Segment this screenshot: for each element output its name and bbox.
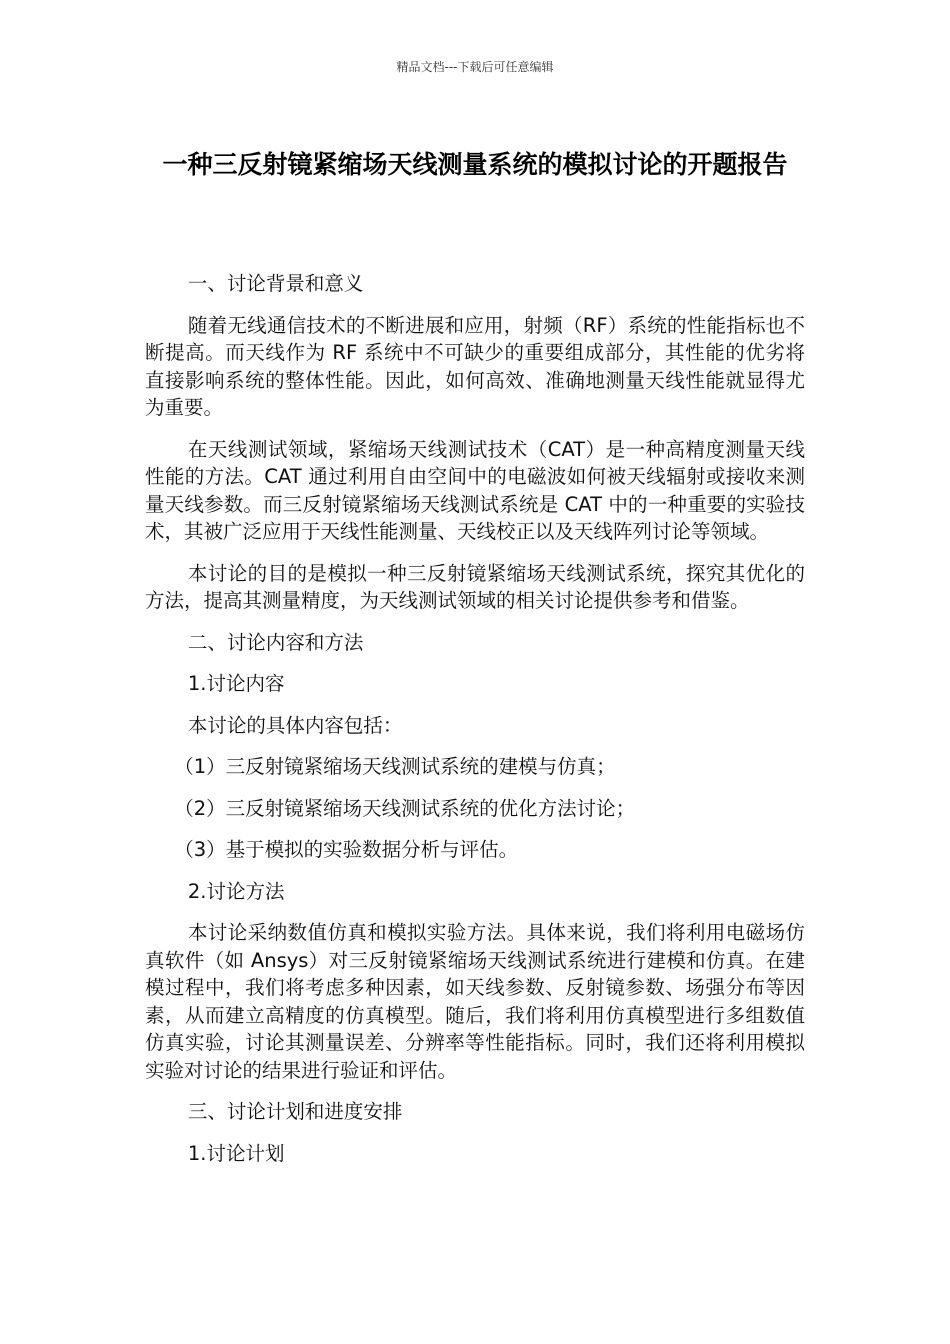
section-2-list-item-1: （1）三反射镜紧缩场天线测试系统的建模与仿真； bbox=[174, 755, 616, 778]
section-2-heading: 二、讨论内容和方法 bbox=[187, 630, 364, 654]
section-1-paragraph-2: 在天线测试领域，紧缩场天线测试技术（CAT）是一种高精度测量天线性能的方法。CAT 通过利用自由空间中的电磁波如何被天线辐射或接收来测量天线参数。而三反射镜紧缩场天线测试系统是 CAT 中的一种重要的实验技术，其被广泛应用于天线性能测量、天线校正以及天线阵列讨论等领域。 bbox=[145, 437, 805, 543]
section-2-subheading-method: 2.讨论方法 bbox=[187, 879, 285, 903]
section-3-subheading-plan: 1.讨论计划 bbox=[187, 1141, 285, 1165]
section-2-intro: 本讨论的具体内容包括： bbox=[187, 713, 403, 737]
section-2-paragraph-method: 本讨论采纳数值仿真和模拟实验方法。具体来说，我们将利用电磁场仿真软件（如 Ansys）对三反射镜紧缩场天线测试系统进行建模和仿真。在建模过程中，我们将考虑多种因素，如天线参数、反射镜参数、场强分布等因素，从而建立高精度的仿真模型。随后，我们将利用仿真模型进行多组数值仿真实验，讨论其测量误差、分辨率等性能指标。同时，我们还将利用模拟实验对讨论的结果进行验证和评估。 bbox=[145, 921, 805, 1082]
section-2-subheading-content: 1.讨论内容 bbox=[187, 672, 285, 695]
section-2-list-item-2: （2）三反射镜紧缩场天线测试系统的优化方法讨论； bbox=[174, 796, 636, 820]
section-2-list-item-3: （3）基于模拟的实验数据分析与评估。 bbox=[174, 838, 519, 861]
section-1-paragraph-1: 随着无线通信技术的不断进展和应用，射频（RF）系统的性能指标也不断提高。而天线作为 RF 系统中不可缺少的重要组成部分，其性能的优劣将直接影响系统的整体性能。因此，如何高效、准确地测量天线性能就显得尤为重要。 bbox=[145, 313, 805, 419]
section-1-paragraph-3: 本讨论的目的是模拟一种三反射镜紧缩场天线测试系统，探究其优化的方法，提高其测量精度，为天线测试领域的相关讨论提供参考和借鉴。 bbox=[145, 561, 805, 612]
section-1-heading: 一、讨论背景和意义 bbox=[187, 272, 364, 295]
section-3-heading: 三、讨论计划和进度安排 bbox=[187, 1100, 403, 1123]
document-title: 一种三反射镜紧缩场天线测量系统的模拟讨论的开题报告 bbox=[162, 150, 788, 179]
header-note: 精品文档---下载后可任意编辑 bbox=[396, 60, 554, 74]
document-body bbox=[145, 270, 805, 1181]
